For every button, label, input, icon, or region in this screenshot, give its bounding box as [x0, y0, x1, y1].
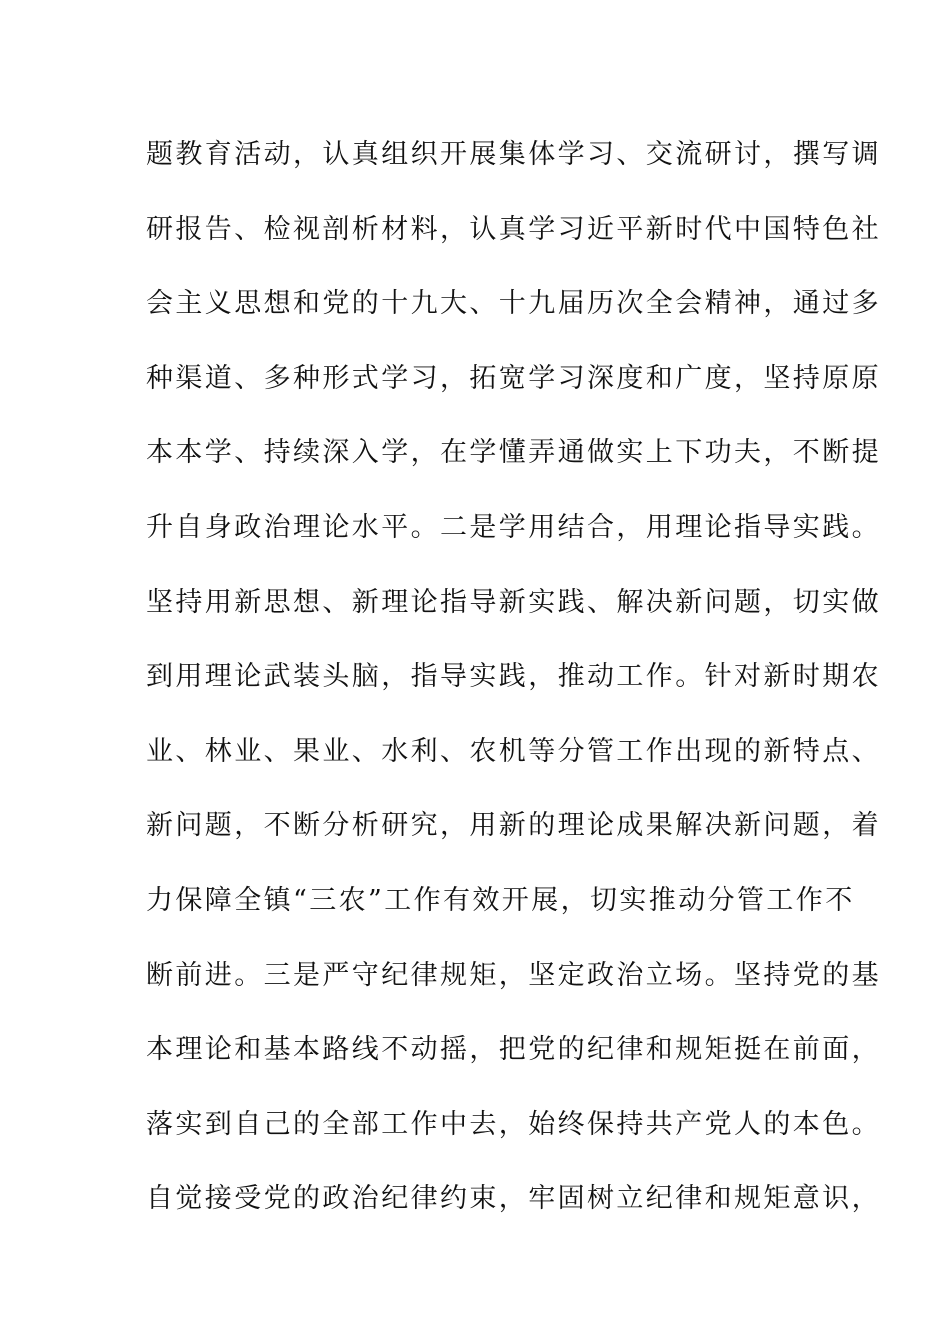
text-line: 本理论和基本路线不动摇，把党的纪律和规矩挺在前面，: [146, 1034, 881, 1066]
text-line: 新问题，不断分析研究，用新的理论成果解决新问题，着: [146, 810, 881, 842]
text-line: 断前进。三是严守纪律规矩，坚定政治立场。坚持党的基: [146, 959, 881, 991]
text-line: 坚持用新思想、新理论指导新实践、解决新问题，切实做: [146, 586, 881, 618]
text-line: 会主义思想和党的十九大、十九届历次全会精神，通过多: [146, 288, 881, 320]
text-line: 力保障全镇“三农”工作有效开展，切实推动分管工作不: [146, 884, 855, 916]
text-line: 研报告、检视剖析材料，认真学习近平新时代中国特色社: [146, 213, 881, 245]
text-line: 自觉接受党的政治纪律约束，牢固树立纪律和规矩意识，: [146, 1183, 881, 1215]
text-line: 本本学、持续深入学，在学懂弄通做实上下功夫，不断提: [146, 437, 881, 469]
text-line: 到用理论武装头脑，指导实践，推动工作。针对新时期农: [146, 661, 881, 693]
text-line: 题教育活动，认真组织开展集体学习、交流研讨，撰写调: [146, 139, 881, 170]
body-text: [146, 128, 881, 1247]
text-line: 种渠道、多种形式学习，拓宽学习深度和广度，坚持原原: [146, 362, 881, 394]
text-line: 升自身政治理论水平。二是学用结合，用理论指导实践。: [146, 511, 881, 543]
text-line: 业、林业、果业、水利、农机等分管工作出现的新特点、: [146, 735, 881, 767]
text-line: 落实到自己的全部工作中去，始终保持共产党人的本色。: [146, 1108, 881, 1140]
